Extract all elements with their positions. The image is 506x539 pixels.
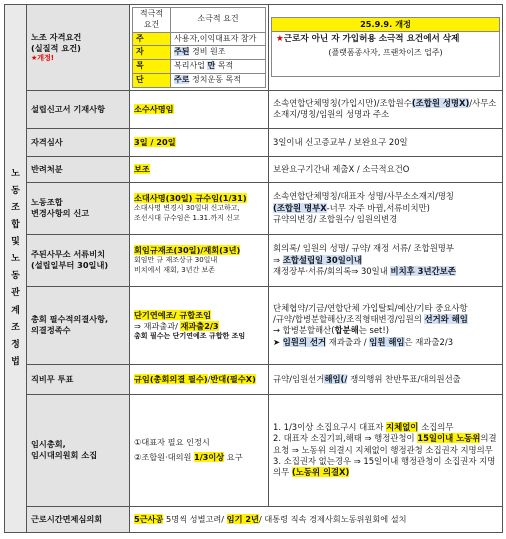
row-right: 보완요구기간내 제출X / 소극적요건O <box>269 156 503 182</box>
row-right: 회의록/ 임원의 성명/ 규약/ 재정 서류/ 조합원명부 ⇒ 조합설립일 30일이내 재정장부·서류/회의록⇒ 30일내 비치후 3년간보존 <box>269 234 503 286</box>
row-qualification-review <box>5 128 503 156</box>
row-label: 임시총회, 임시대의원회 소집 <box>27 394 130 506</box>
req-key: 목 <box>133 60 171 74</box>
row-mid: 3일 / 20일 <box>130 128 269 156</box>
req-text: 주로 정치운동 목적 <box>171 73 266 87</box>
row-right: 규약/임원선거해임(/ 쟁의행위 찬반투표/대의원선출 <box>269 364 503 394</box>
head-positive: 적극적 요건 <box>133 8 171 33</box>
head-negative: 소극적 요건 <box>171 8 266 33</box>
vertical-section-title <box>5 5 27 533</box>
row-rejection <box>5 156 503 182</box>
req-key: 단 <box>133 73 171 87</box>
amended-note: ★개정! <box>31 53 54 62</box>
row-mid: 보조 <box>130 156 269 182</box>
row-mid: ①대표자 필요 인정시 ②조합원·대의원 1/3이상 요구 <box>130 394 269 506</box>
vertical-title-char: 동 <box>11 185 20 196</box>
req-text: 사용자,이익대표자 참가 <box>171 32 266 46</box>
vertical-title-char: 동 <box>11 271 20 282</box>
vertical-title-char: 합 <box>11 220 20 231</box>
row-mid: 소대사명(30일) 규수임(1/31) 소대사명 변경시 30일내 신고하고, 조선시대 규수임은 1.31.까지 신고 <box>130 182 269 234</box>
row-label: 노동조합 변경사항의 신고 <box>27 182 130 234</box>
row-label: 자격심사 <box>27 128 130 156</box>
req-key: 자 <box>133 46 171 60</box>
row-label: 근로시간면제심의회 <box>27 506 130 532</box>
row-document-keeping <box>5 234 503 286</box>
req-text: 주된 경비 원조 <box>171 46 266 60</box>
req-text: 복리사업 만 목적 <box>171 60 266 74</box>
vertical-title-char: 노 <box>11 168 20 179</box>
vertical-title-char: 조 <box>11 322 20 333</box>
row-extraordinary-meeting <box>5 394 503 506</box>
row-label: 총회 필수적의결사항, 의결정족수 <box>27 286 130 364</box>
row-right: 소속연합단체명칭/대표자 성명/사무소소재지/명칭 (조합원 명부X-너무 자주 바뀜,서류비치만) 규약의변경/ 조합원수/ 임원의변경 <box>269 182 503 234</box>
req-key: 주 <box>133 32 171 46</box>
amend-sub: (플랫폼종사자, 프랜차이즈 업주) <box>328 48 443 58</box>
row-right: 단체협약/기금/연합단체 가입탈퇴/예산/기타 중요사항 /규약/합병분할해산/조직형태변경/임원의 선거와 해임 → 합병분할해산(합분해는 set!) ➤ 임원의 선거 재과출과 / 임원 해임은 재과출2/3 <box>269 286 503 364</box>
row-general-meeting <box>5 286 503 364</box>
row-union-qualification <box>5 5 503 91</box>
row-mid: 소수사명임 <box>130 90 269 128</box>
amendment-cell <box>269 5 503 91</box>
row-combined: 5근사공 5명씩 성별고려/ 임기 2년/ 대통령 직속 경제사회노동위원회에 설치 <box>130 506 503 532</box>
row-right: 소속연합단체명칭(가입시만)/조합원수(조합원 성명X)/사무소소재지/명칭/임원의 성명과 주소 <box>269 90 503 128</box>
row-right: 1. 1/3이상 소집요구시 대표자 지체없이 소집의무 2. 대표자 소집기피,해태 ⇒ 행정관청이 15일이내 노동위의결요청 ⇒ 노동위 의결시 지체없이 행정관청 소집권자 지명의무 3. 소집권자 없는경우 ⇒ 15일이내 행정관청이 소집권자 지명의무 (노동위 의결X) <box>269 394 503 506</box>
row-time-off-council <box>5 506 503 532</box>
label-line: (실질적 요건) <box>31 42 81 53</box>
vertical-title-char: 관 <box>11 288 20 299</box>
requirements-cell <box>130 5 269 91</box>
requirements-table <box>132 7 266 88</box>
row-label <box>27 5 130 91</box>
row-label: 설립신고서 기재사항 <box>27 90 130 128</box>
vertical-title-char: 및 <box>11 237 20 248</box>
vertical-title-char: 계 <box>11 305 20 316</box>
amend-text: ★근로자 아닌 자 가입허용 소극적 요건에서 삭제 <box>276 34 460 45</box>
labor-law-summary-table <box>4 4 503 533</box>
label-line: 노조 자격요건 <box>31 31 82 42</box>
row-mid: 규임(총회의결 필수)/반대(필수X) <box>130 364 269 394</box>
row-label: 반려처분 <box>27 156 130 182</box>
row-registration <box>5 90 503 128</box>
row-mid: 회임규재조(30일)/재회(3년) 회임만 규 재조상규 30일내 비치에서 재회, 3년간 보존 <box>130 234 269 286</box>
amend-date: 25.9.9. 개정 <box>272 18 499 32</box>
vertical-title-char: 노 <box>11 254 20 265</box>
row-change-report <box>5 182 503 234</box>
vertical-title-char: 조 <box>11 203 20 214</box>
row-right: 3일이내 신고증교부 / 보완요구 20일 <box>269 128 503 156</box>
vertical-title-char: 법 <box>11 356 20 367</box>
vertical-title-text <box>9 166 22 371</box>
vertical-title-char: 정 <box>11 339 20 350</box>
row-direct-secret-vote <box>5 364 503 394</box>
row-label: 직비무 투표 <box>27 364 130 394</box>
row-mid: 단기연예조/ 규합조임 ⇒ 재과출과/ 재과출2/3 총회 필수는 단기연예조 규합한 조임 <box>130 286 269 364</box>
row-label: 주된사무소 서류비치 (설립일부터 30일내) <box>27 234 130 286</box>
